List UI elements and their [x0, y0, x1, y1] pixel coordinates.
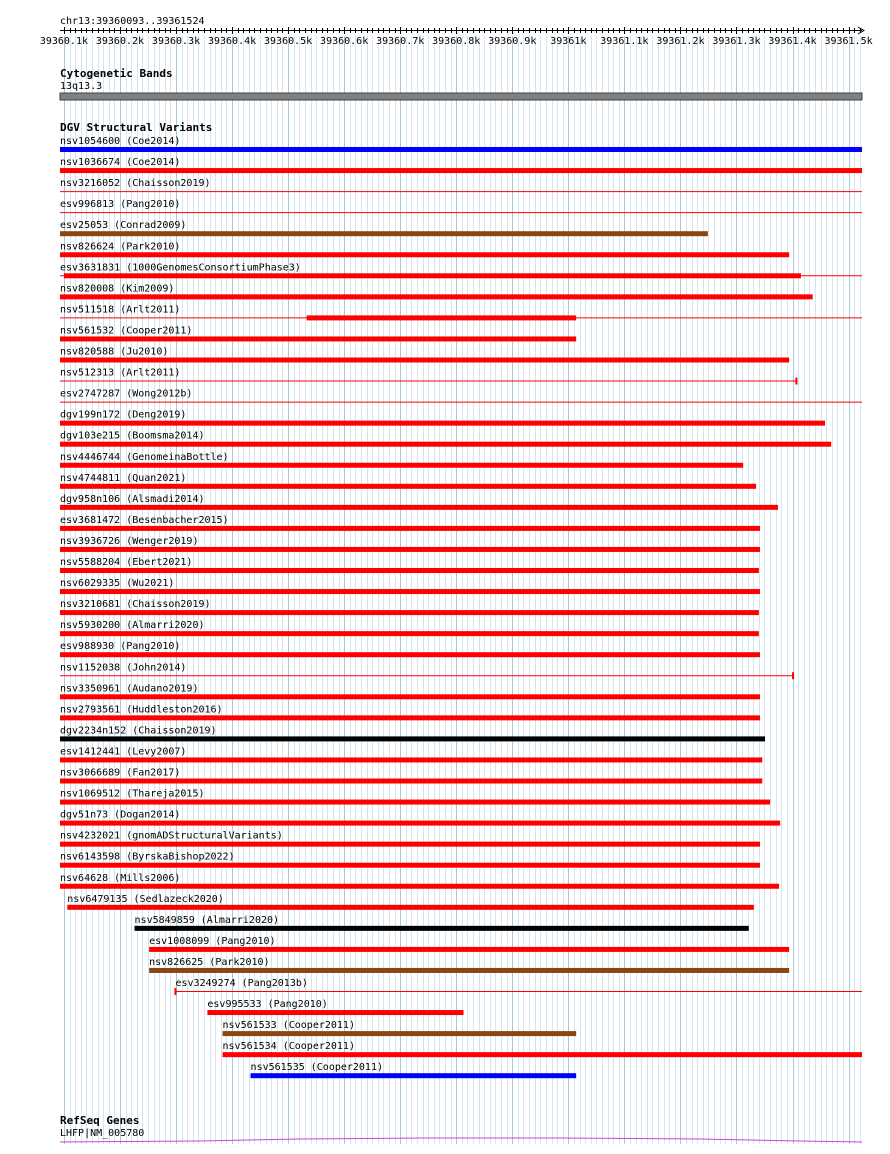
dgv-variant-label: nsv6029335 (Wu2021) [60, 578, 175, 590]
dgv-variant-label: esv25053 (Conrad2009) [60, 220, 187, 232]
dgv-variant[interactable] [60, 557, 759, 573]
dgv-variant-label: nsv826624 (Park2010) [60, 241, 181, 253]
dgv-variant-bar[interactable] [60, 421, 825, 426]
dgv-variant[interactable] [223, 1041, 862, 1057]
dgv-variant-bar[interactable] [60, 631, 759, 636]
dgv-variant-label: nsv511518 (Arlt2011) [60, 304, 181, 316]
dgv-variant-bar[interactable] [60, 463, 743, 468]
dgv-variant[interactable] [60, 157, 862, 173]
dgv-variant[interactable] [60, 199, 862, 213]
dgv-variant[interactable] [149, 936, 789, 952]
dgv-variant[interactable] [60, 873, 779, 889]
dgv-variant[interactable] [60, 704, 760, 720]
dgv-variant-label: dgv199n172 (Deng2019) [60, 409, 187, 421]
dgv-variant-bar[interactable] [60, 442, 831, 447]
dgv-variant[interactable] [60, 494, 778, 510]
dgv-variant-bar[interactable] [60, 526, 760, 531]
dgv-variant-label: nsv820008 (Kim2009) [60, 283, 175, 295]
ruler-tick-label: 39361.4k [768, 36, 817, 47]
dgv-variant-bar[interactable] [60, 505, 778, 510]
dgv-variant[interactable] [149, 957, 789, 973]
dgv-variant-bar[interactable] [60, 863, 760, 868]
refseq-track-title: RefSeq Genes [60, 1114, 140, 1127]
ruler-tick-label: 39361.2k [656, 36, 705, 47]
dgv-variant-label: nsv3216052 (Chaisson2019) [60, 178, 211, 190]
ruler-tick-label: 39360.8k [432, 36, 481, 47]
dgv-variant-bar[interactable] [60, 168, 862, 173]
dgv-variant-label: nsv6143598 (ByrskaBishop2022) [60, 851, 235, 863]
dgv-variant-bar[interactable] [149, 947, 789, 952]
dgv-variant[interactable] [60, 136, 862, 152]
ruler-tick-label: 39360.2k [95, 36, 145, 47]
dgv-variant-bar[interactable] [60, 568, 759, 573]
dgv-variant[interactable] [60, 810, 780, 826]
dgv-variant-label: nsv826625 (Park2010) [149, 956, 270, 968]
dgv-variant-bar[interactable] [251, 1073, 577, 1078]
dgv-variant[interactable] [60, 620, 759, 636]
dgv-variant-bar[interactable] [60, 715, 760, 720]
dgv-variant-bar[interactable] [60, 231, 708, 236]
dgv-variant[interactable] [60, 725, 765, 741]
dgv-variant-bar[interactable] [60, 736, 765, 741]
dgv-variant-label: esv2747287 (Wong2012b) [60, 388, 193, 400]
dgv-variant-label: nsv561533 (Cooper2011) [222, 1020, 355, 1032]
dgv-variant-label: nsv64628 (Mills2006) [60, 872, 181, 884]
dgv-variant-label: nsv4744811 (Quan2021) [60, 472, 187, 484]
dgv-variant-label: nsv820588 (Ju2010) [60, 346, 169, 358]
dgv-variant-label: nsv2793561 (Huddleston2016) [60, 704, 223, 716]
dgv-variant-label: dgv103e215 (Boomsma2014) [60, 430, 205, 442]
dgv-variant-label: nsv4446744 (GenomeinaBottle) [60, 451, 229, 463]
ruler-tick-label: 39360.9k [488, 36, 537, 47]
dgv-variant-bar[interactable] [60, 842, 760, 847]
dgv-variant-label: nsv1152038 (John2014) [60, 662, 187, 674]
dgv-variant-bar[interactable] [135, 926, 749, 931]
dgv-variant[interactable] [60, 599, 759, 615]
dgv-variant[interactable] [60, 789, 770, 805]
cytoband-bar[interactable] [60, 93, 862, 100]
dgv-variant-label: esv988930 (Pang2010) [60, 641, 181, 653]
dgv-variant-bar[interactable] [60, 547, 760, 552]
ruler-tick-label: 39360.5k [264, 36, 313, 47]
dgv-variant-bar[interactable] [60, 358, 789, 363]
dgv-variant-bar[interactable] [60, 294, 813, 299]
dgv-variant-bar[interactable] [60, 884, 779, 889]
dgv-variant[interactable] [251, 1062, 577, 1078]
ruler-tick-label: 39361.1k [600, 36, 649, 47]
dgv-variant-label: esv1412441 (Levy2007) [60, 746, 187, 758]
dgv-variant-bar[interactable] [60, 694, 760, 699]
dgv-variant-label: dgv958n106 (Alsmadi2014) [60, 493, 205, 505]
dgv-variant[interactable] [60, 641, 760, 657]
dgv-variant-label: nsv561534 (Cooper2011) [222, 1041, 355, 1053]
dgv-variant[interactable] [60, 325, 576, 341]
refseq-gene-label[interactable]: LHFP|NM_005780 [60, 1128, 145, 1139]
dgv-variant[interactable] [60, 683, 760, 699]
dgv-variant-bar[interactable] [60, 652, 760, 657]
dgv-variant-bar[interactable] [60, 252, 789, 257]
dgv-variant-bar[interactable] [223, 1052, 862, 1057]
dgv-variant-label: nsv561532 (Cooper2011) [60, 325, 193, 337]
dgv-variant-bar[interactable] [64, 273, 801, 278]
cytogenetic-bands-title: Cytogenetic Bands [60, 67, 173, 80]
dgv-variant-label: nsv5849859 (Almarri2020) [134, 914, 280, 926]
dgv-variant-label: nsv1069512 (Thareja2015) [60, 788, 205, 800]
dgv-variant-bar[interactable] [60, 821, 780, 826]
dgv-variant-bar[interactable] [67, 905, 754, 910]
dgv-variant-label: dgv2234n152 (Chaisson2019) [60, 725, 217, 737]
dgv-variant-label: nsv1054600 (Coe2014) [60, 136, 181, 147]
dgv-variant[interactable] [60, 536, 760, 552]
dgv-variant-label: nsv3066689 (Fan2017) [60, 767, 181, 779]
dgv-variant[interactable] [67, 894, 754, 910]
dgv-variant-bar[interactable] [307, 315, 577, 320]
dgv-variant-bar[interactable] [60, 779, 762, 784]
dgv-variant-label: nsv4232021 (gnomADStructuralVariants) [60, 830, 283, 842]
dgv-variant-label: nsv3350961 (Audano2019) [60, 683, 199, 695]
dgv-variant-bar[interactable] [60, 147, 862, 152]
dgv-variant-bar[interactable] [207, 1010, 463, 1015]
ruler-tick-label: 39361k [550, 36, 587, 47]
location-label: chr13:39360093..39361524 [60, 16, 205, 27]
dgv-variant-label: nsv5930200 (Almarri2020) [60, 620, 205, 632]
dgv-variant[interactable] [60, 578, 760, 594]
ruler-tick-label: 39360.7k [376, 36, 425, 47]
dgv-variant[interactable] [135, 915, 749, 931]
dgv-variant-label: esv1008099 (Pang2010) [149, 935, 276, 947]
dgv-variant[interactable] [60, 241, 789, 257]
ruler-tick-label: 39360.6k [320, 36, 369, 47]
dgv-variant-bar[interactable] [60, 336, 576, 341]
dgv-variant[interactable] [60, 473, 756, 489]
dgv-variant[interactable] [60, 852, 760, 868]
dgv-variant-label: nsv512313 (Arlt2011) [60, 367, 181, 379]
dgv-variant-label: nsv6479135 (Sedlazeck2020) [67, 893, 224, 905]
dgv-variant-label: esv3681472 (Besenbacher2015) [60, 514, 229, 526]
cytoband-label: 13q13.3 [60, 81, 103, 92]
dgv-variant-bar[interactable] [60, 757, 762, 762]
dgv-variant[interactable] [60, 452, 743, 468]
dgv-variant[interactable] [60, 662, 793, 679]
dgv-variant[interactable] [60, 262, 862, 278]
dgv-variant-label: dgv51n73 (Dogan2014) [60, 809, 181, 821]
dgv-variant[interactable] [60, 515, 760, 531]
dgv-variant-bar[interactable] [149, 968, 789, 973]
ruler-tick-label: 39360.4k [207, 36, 257, 47]
dgv-variant[interactable] [60, 304, 862, 320]
dgv-track [60, 136, 862, 1078]
ruler-tick-label: 39361.3k [712, 36, 761, 47]
dgv-variant-label: nsv3936726 (Wenger2019) [60, 535, 199, 547]
refseq-gene-line[interactable] [60, 1138, 862, 1142]
dgv-variant-label: esv995533 (Pang2010) [207, 999, 328, 1011]
ruler-tick-label: 39361.5k [824, 36, 873, 47]
dgv-variant[interactable] [60, 831, 760, 847]
dgv-variant[interactable] [60, 389, 862, 403]
dgv-variant-label: nsv1036674 (Coe2014) [60, 157, 181, 169]
dgv-track-title: DGV Structural Variants [60, 121, 213, 134]
dgv-variant-bar[interactable] [60, 484, 756, 489]
dgv-variant[interactable] [60, 347, 789, 363]
dgv-variant-bar[interactable] [60, 610, 759, 615]
ruler[interactable] [40, 27, 873, 47]
dgv-variant-label: esv3631831 (1000GenomesConsortiumPhase3) [60, 262, 301, 274]
dgv-variant[interactable] [60, 410, 825, 426]
dgv-variant[interactable] [60, 283, 813, 299]
dgv-variant[interactable] [60, 178, 862, 192]
dgv-variant-label: esv3249274 (Pang2013b) [175, 978, 308, 989]
dgv-variant-label: nsv561535 (Cooper2011) [250, 1062, 384, 1074]
dgv-variant[interactable] [207, 999, 463, 1015]
ruler-tick-label: 39360.1k [39, 36, 89, 47]
dgv-variant-bar[interactable] [223, 1031, 577, 1036]
dgv-variant-label: nsv3210681 (Chaisson2019) [60, 599, 211, 611]
dgv-variant-bar[interactable] [60, 589, 760, 594]
dgv-variant-bar[interactable] [60, 800, 770, 805]
dgv-variant-label: esv996813 (Pang2010) [60, 199, 181, 211]
ruler-tick-label: 39360.3k [151, 36, 201, 47]
dgv-variant-label: nsv5588204 (Ebert2021) [60, 557, 193, 568]
